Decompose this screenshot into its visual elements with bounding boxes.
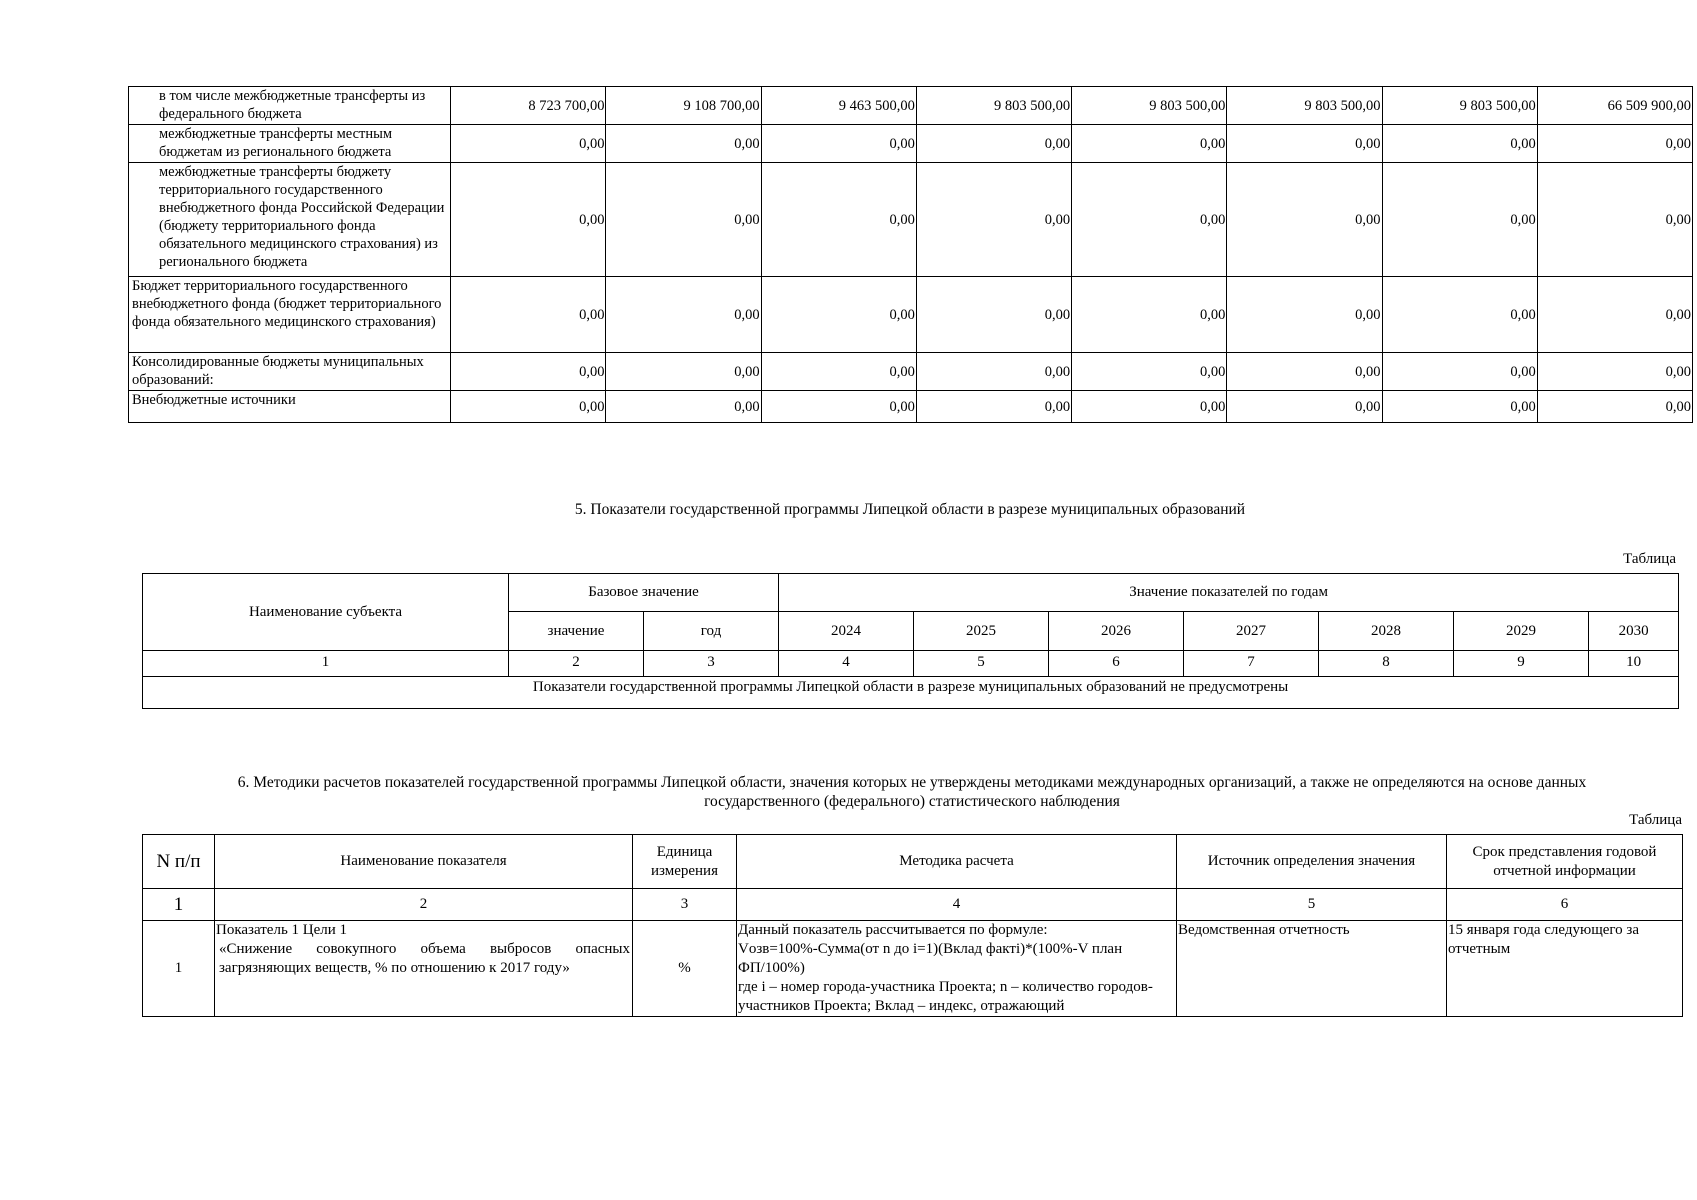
section6-title-line1: 6. Методики расчетов показателей государственной программы Липецкой области, значения которых не утверждены методиками международных организаций, а также не определяются на основе данных [237, 774, 1587, 791]
funding-value-cell: 0,00 [451, 125, 606, 163]
index-cell: 3 [644, 651, 779, 677]
index-cell: 4 [737, 889, 1177, 921]
index-cell: 6 [1447, 889, 1683, 921]
funding-value-cell: 0,00 [1382, 353, 1537, 391]
index-cell: 8 [1319, 651, 1454, 677]
funding-value-cell: 0,00 [1537, 391, 1692, 423]
method-line2: Vозв=100%-Сумма(от n до i=1)(Вклад фактi)*(100%-V план ФП/100%) [738, 941, 1123, 976]
funding-value-cell: 9 463 500,00 [761, 87, 916, 125]
index-cell: 1 [143, 889, 215, 921]
funding-value-cell: 0,00 [606, 163, 761, 277]
funding-row-name: Консолидированные бюджеты муниципальных образований: [129, 353, 451, 391]
header-number: N п/п [143, 835, 215, 889]
header-indicator-name: Наименование показателя [215, 835, 633, 889]
header-year-2028: 2028 [1319, 612, 1454, 651]
funding-row [129, 353, 1693, 391]
funding-value-cell: 0,00 [1537, 277, 1692, 353]
source-cell: Ведомственная отчетность [1177, 921, 1447, 1017]
header-year-2024: 2024 [779, 612, 914, 651]
method-line1: Данный показатель рассчитывается по формуле: [738, 922, 1048, 938]
funding-value-cell: 0,00 [1072, 353, 1227, 391]
funding-value-cell: 0,00 [1227, 163, 1382, 277]
deadline-cell: 15 января года следующего за отчетным [1447, 921, 1683, 1017]
method-line3: где i – номер города-участника Проекта; n – количество городов-участников Проекта; Вклад – индекс, отражающий [738, 979, 1153, 1014]
header-year-2029: 2029 [1454, 612, 1589, 651]
index-cell: 6 [1049, 651, 1184, 677]
unit-cell: % [633, 921, 737, 1017]
funding-row-name: Внебюджетные источники [129, 391, 451, 423]
header-value: значение [509, 612, 644, 651]
funding-value-cell: 9 803 500,00 [1072, 87, 1227, 125]
funding-value-cell: 0,00 [1072, 277, 1227, 353]
indicator-name-cell [215, 921, 633, 1017]
funding-value-cell: 0,00 [606, 125, 761, 163]
section6-title-line2: государственного (федерального) статистического наблюдения [704, 793, 1120, 810]
funding-value-cell: 0,00 [1227, 391, 1382, 423]
funding-value-cell: 0,00 [606, 277, 761, 353]
funding-value-cell: 0,00 [1537, 353, 1692, 391]
funding-value-cell: 0,00 [1382, 277, 1537, 353]
funding-value-cell: 0,00 [916, 125, 1071, 163]
funding-value-cell: 9 803 500,00 [1227, 87, 1382, 125]
index-cell: 3 [633, 889, 737, 921]
funding-value-cell: 0,00 [1227, 353, 1382, 391]
funding-row-name: в том числе межбюджетные трансферты из федерального бюджета [129, 87, 451, 125]
header-source: Источник определения значения [1177, 835, 1447, 889]
funding-value-cell: 0,00 [1072, 163, 1227, 277]
header-year-2025: 2025 [914, 612, 1049, 651]
funding-value-cell: 0,00 [1227, 125, 1382, 163]
funding-value-cell: 0,00 [1382, 163, 1537, 277]
funding-row [129, 163, 1693, 277]
funding-value-cell: 0,00 [451, 391, 606, 423]
funding-value-cell: 0,00 [1072, 125, 1227, 163]
header-year: год [644, 612, 779, 651]
funding-value-cell: 0,00 [1537, 125, 1692, 163]
funding-value-cell: 0,00 [1072, 391, 1227, 423]
funding-value-cell: 9 803 500,00 [1382, 87, 1537, 125]
header-values-by-year: Значение показателей по годам [779, 574, 1679, 612]
section6-table-label: Таблица [1629, 812, 1682, 828]
funding-value-cell: 0,00 [1382, 391, 1537, 423]
index-cell: 9 [1454, 651, 1589, 677]
header-unit: Единица измерения [633, 835, 737, 889]
funding-value-cell: 66 509 900,00 [1537, 87, 1692, 125]
header-year-2026: 2026 [1049, 612, 1184, 651]
funding-row [129, 125, 1693, 163]
row-number: 1 [143, 921, 215, 1017]
funding-value-cell: 9 803 500,00 [916, 87, 1071, 125]
funding-value-cell: 0,00 [451, 277, 606, 353]
funding-value-cell: 0,00 [606, 353, 761, 391]
header-year-2027: 2027 [1184, 612, 1319, 651]
funding-row [129, 87, 1693, 125]
index-cell: 2 [509, 651, 644, 677]
header-year-2030: 2030 [1589, 612, 1679, 651]
funding-row-name: межбюджетные трансферты местным бюджетам из регионального бюджета [129, 125, 451, 163]
no-indicators-note: Показатели государственной программы Липецкой области в разрезе муниципальных образований не предусмотрены [143, 677, 1679, 709]
funding-value-cell: 0,00 [916, 391, 1071, 423]
index-cell: 1 [143, 651, 509, 677]
index-cell: 10 [1589, 651, 1679, 677]
funding-value-cell: 0,00 [761, 353, 916, 391]
index-cell: 2 [215, 889, 633, 921]
index-cell: 5 [1177, 889, 1447, 921]
methodology-table [142, 834, 1683, 1017]
funding-table-body [129, 87, 1693, 423]
funding-value-cell: 9 108 700,00 [606, 87, 761, 125]
header-method: Методика расчета [737, 835, 1177, 889]
index-cell: 7 [1184, 651, 1319, 677]
funding-row-name: Бюджет территориального государственного внебюджетного фонда (бюджет территориального фонда обязательного медицинского страхования) [129, 277, 451, 353]
funding-value-cell: 0,00 [606, 391, 761, 423]
funding-value-cell: 0,00 [1227, 277, 1382, 353]
funding-value-cell: 0,00 [451, 163, 606, 277]
section5-table-label: Таблица [1623, 551, 1676, 567]
funding-row-name: межбюджетные трансферты бюджету территориального государственного внебюджетного фонда Российской Федерации (бюджету территориального фонда обязательного медицинского страхования) из регионального бюджета [129, 163, 451, 277]
header-base-value: Базовое значение [509, 574, 779, 612]
index-cell: 4 [779, 651, 914, 677]
funding-value-cell: 0,00 [1537, 163, 1692, 277]
funding-value-cell: 0,00 [916, 277, 1071, 353]
funding-value-cell: 8 723 700,00 [451, 87, 606, 125]
method-cell [737, 921, 1177, 1017]
municipal-indicators-table [142, 573, 1679, 709]
funding-value-cell: 0,00 [916, 163, 1071, 277]
section5-title: 5. Показатели государственной программы Липецкой области в разрезе муниципальных образований [574, 501, 1246, 518]
header-subject: Наименование субъекта [143, 574, 509, 651]
funding-value-cell: 0,00 [916, 353, 1071, 391]
funding-value-cell: 0,00 [451, 353, 606, 391]
funding-value-cell: 0,00 [761, 125, 916, 163]
funding-value-cell: 0,00 [761, 163, 916, 277]
indicator-name-line1: Показатель 1 Цели 1 [216, 922, 348, 938]
header-deadline: Срок представления годовой отчетной информации [1447, 835, 1683, 889]
indicator-name-line2: «Снижение совокупного объема выбросов опасных загрязняющих веществ, % по отношению к 2017 году» [219, 941, 630, 976]
funding-value-cell: 0,00 [761, 391, 916, 423]
funding-row [129, 391, 1693, 423]
funding-value-cell: 0,00 [761, 277, 916, 353]
funding-row [129, 277, 1693, 353]
section6-title [142, 773, 1682, 811]
funding-value-cell: 0,00 [1382, 125, 1537, 163]
index-cell: 5 [914, 651, 1049, 677]
funding-table [128, 86, 1693, 423]
